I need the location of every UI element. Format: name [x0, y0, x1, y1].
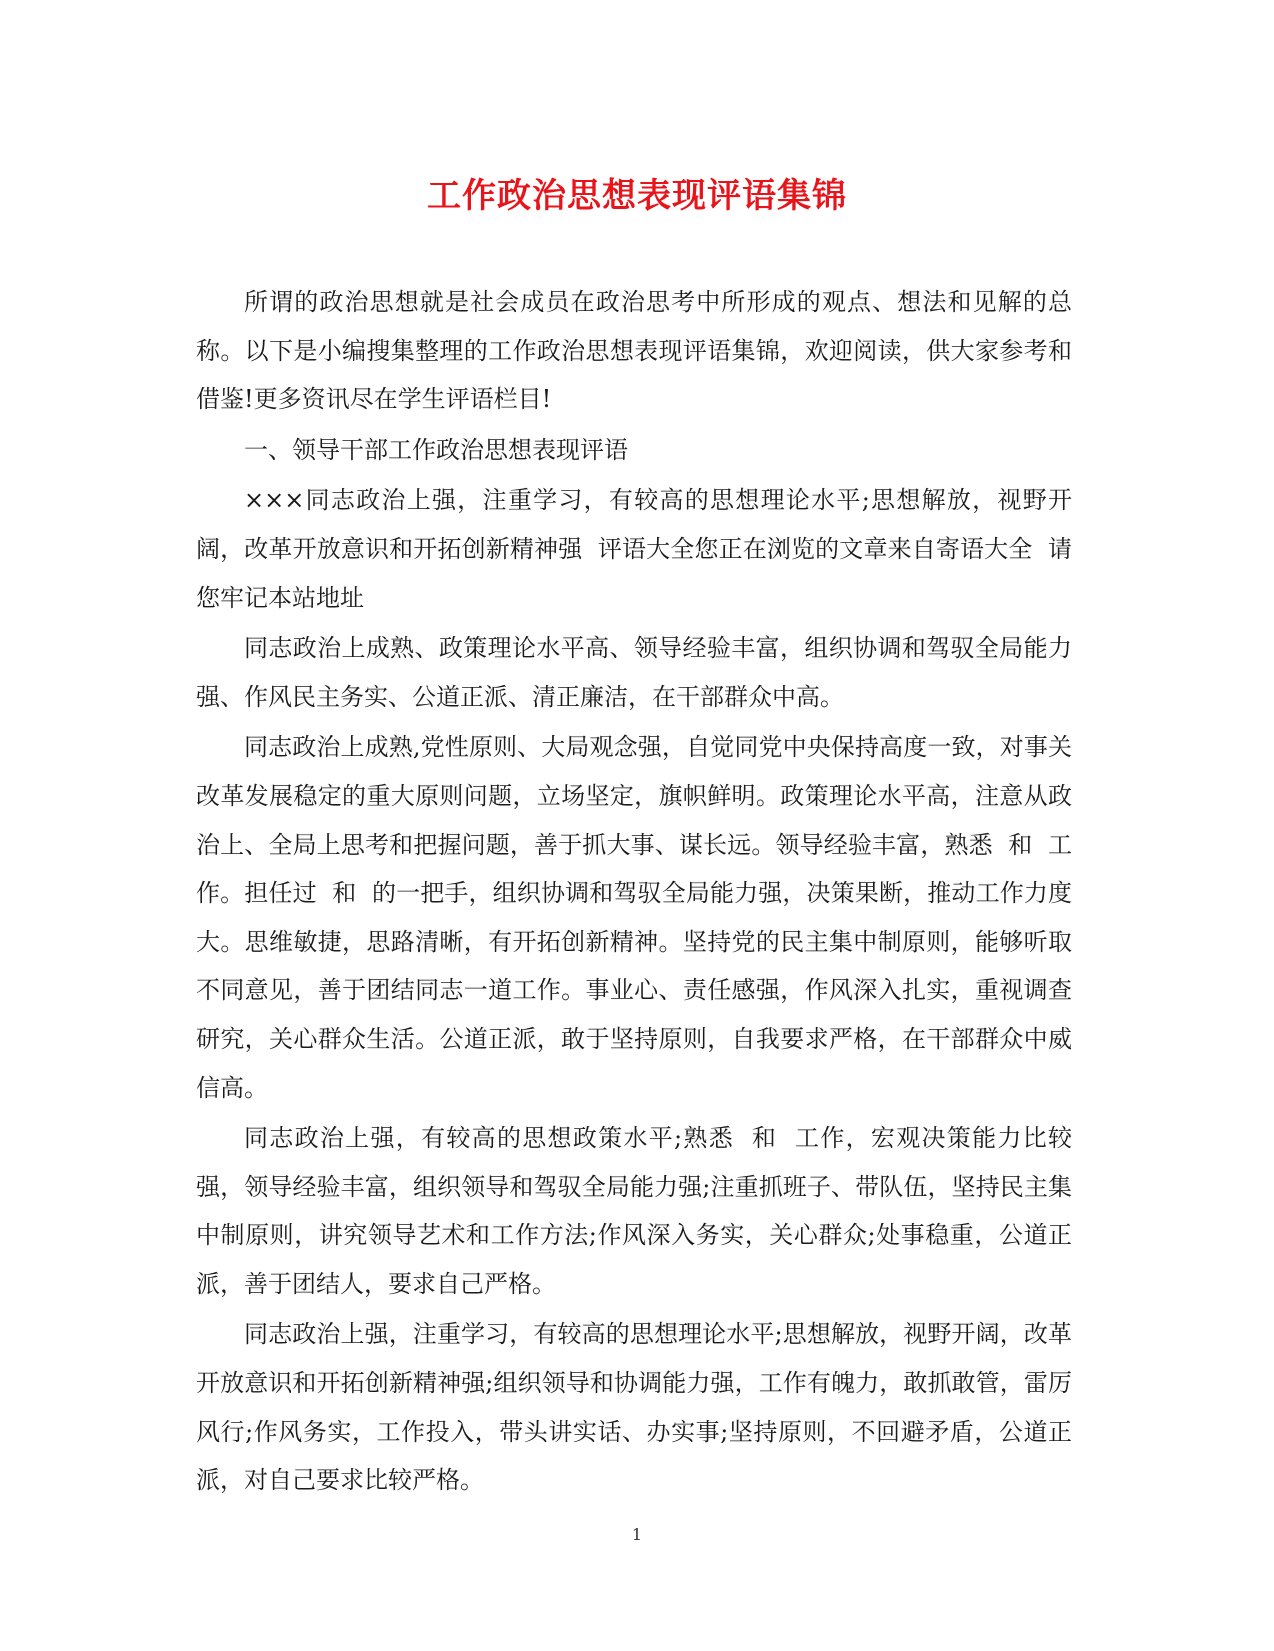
section-heading: 一、领导干部工作政治思想表现评语 — [244, 435, 628, 464]
paragraph: ×××同志政治上强，注重学习，有较高的思想理论水平;思想解放，视野开阔，改革开放意识和开拓创新精神强 评语大全您正在浏览的文章来自寄语大全 请您牢记本站地址 — [196, 486, 1072, 612]
paragraph-intro: 所谓的政治思想就是社会成员在政治思考中所形成的观点、想法和见解的总称。以下是小编搜集整理的工作政治思想表现评语集锦，欢迎阅读，供大家参考和借鉴!更多资讯尽在学生评语栏目! — [196, 288, 1072, 414]
paragraph: 同志政治上强，注重学习，有较高的思想理论水平;思想解放，视野开阔，改革开放意识和开拓创新精神强;组织领导和协调能力强，工作有魄力，敢抓敢管，雷厉风行;作风务实，工作投入，带头讲实话、办实事;坚持原则，不回避矛盾，公道正派，对自己要求比较严格。 — [196, 1320, 1072, 1495]
paragraph: 同志政治上强，有较高的思想政策水平;熟悉 和 工作，宏观决策能力比较强，领导经验丰富，组织领导和驾驭全局能力强;注重抓班子、带队伍，坚持民主集中制原则，讲究领导艺术和工作方法;作风深入务实，关心群众;处事稳重，公道正派，善于团结人，要求自己严格。 — [196, 1124, 1072, 1298]
paragraph: 同志政治上成熟、政策理论水平高、领导经验丰富，组织协调和驾驭全局能力强、作风民主务实、公道正派、清正廉洁，在干部群众中高。 — [196, 634, 1072, 711]
paragraph: 同志政治上成熟,党性原则、大局观念强，自觉同党中央保持高度一致，对事关改革发展稳定的重大原则问题，立场坚定，旗帜鲜明。政策理论水平高，注意从政治上、全局上思考和把握问题，善于抓大事、谋长远。领导经验丰富，熟悉 和 工作。担任过 和 的一把手，组织协调和驾驭全局能力强，决策果断，推动工作力度大。思维敏捷，思路清晰，有开拓创新精神。坚持党的民主集中制原则，能够听取不同意见，善于团结同志一道工作。事业心、责任感强，作风深入扎实，重视调查研究，关心群众生活。公道正派，敢于坚持原则，自我要求严格，在干部群众中威信高。 — [196, 733, 1072, 1102]
document-body — [196, 278, 1072, 1507]
page-number: 1 — [631, 1525, 643, 1544]
document-title: 工作政治思想表现评语集锦 — [427, 176, 847, 216]
